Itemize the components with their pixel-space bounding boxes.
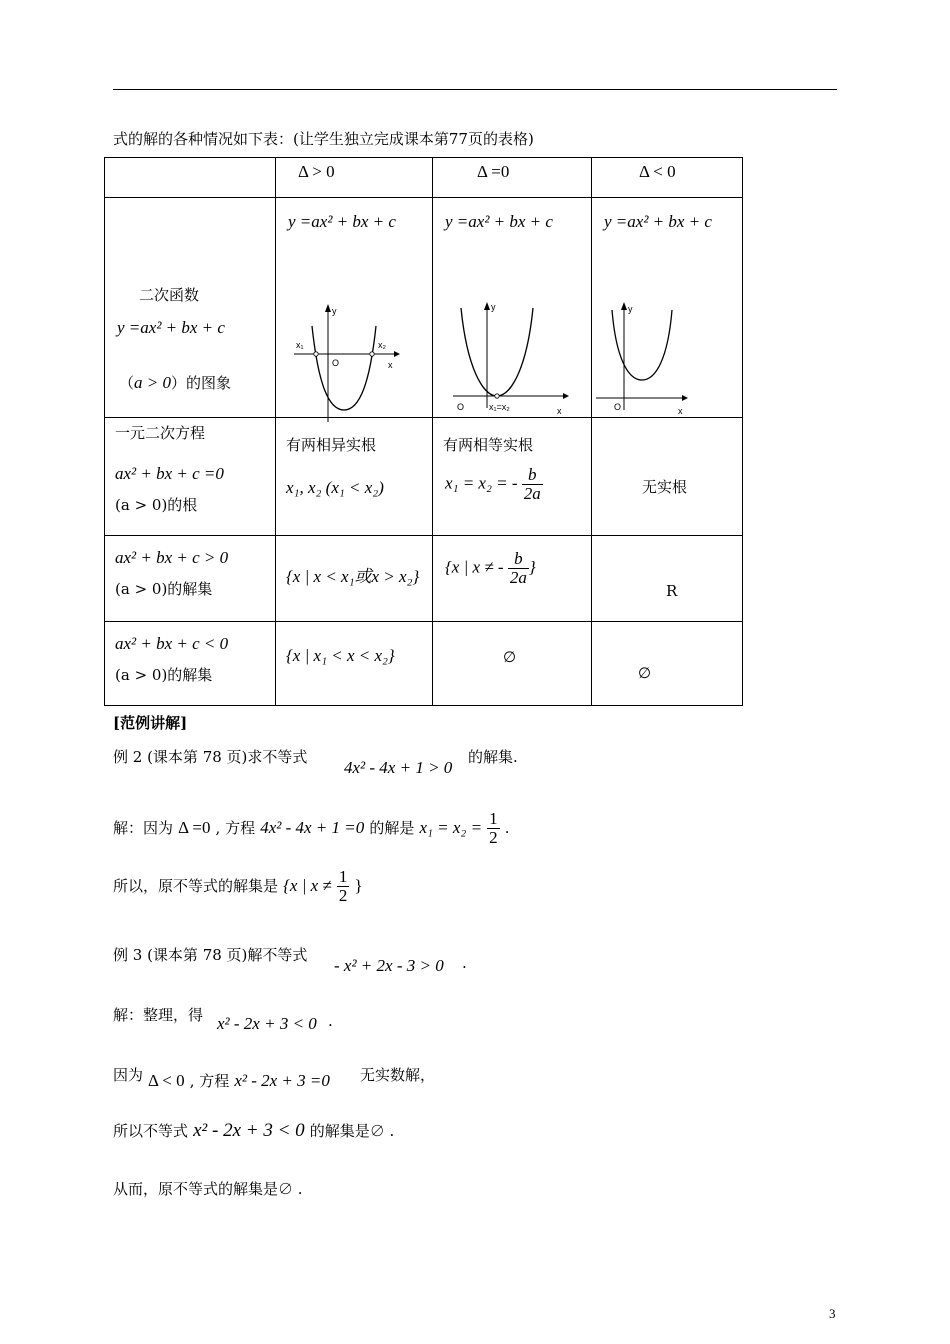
header-cell <box>592 158 743 198</box>
solution3-mid: , 方程 <box>189 1072 230 1090</box>
graph1-y-label: y <box>332 306 337 316</box>
example2-lead: 例 2 (课本第 78 页)求不等式 <box>113 748 308 766</box>
lt-solution-no-root: ∅ <box>638 664 652 682</box>
gt-set-lhs: {x | x ≠ - <box>445 557 504 577</box>
table-cell <box>592 536 743 622</box>
example3-tail: . <box>462 954 467 972</box>
lt-solution-two-roots: {x | x₁ < x < x₂} <box>286 646 395 665</box>
roots-equal-text: 有两相等实根 <box>443 436 534 454</box>
solution2-connector: 的解是 <box>369 818 415 837</box>
table-cell <box>592 418 743 536</box>
example3-inequality: - x² + 2x - 3 > 0 <box>334 956 444 975</box>
header-cell <box>433 158 592 198</box>
func-label-line3 <box>119 372 231 393</box>
header-delta-negative: Δ < 0 <box>639 162 676 181</box>
func-label-eq: y =ax² + bx + c <box>117 318 225 337</box>
solution2-roots: x₁ = x₂ = <box>419 817 483 837</box>
graph-cell <box>276 198 433 418</box>
header-rule <box>113 89 837 90</box>
graph2-root-label: x₁=x₂ <box>489 402 510 412</box>
root-label-line1: 一元二次方程 <box>115 424 206 442</box>
row-label-cell <box>105 198 276 418</box>
fraction-denominator: 2a <box>509 567 527 587</box>
graph3-x-label: x <box>678 406 683 416</box>
gt-label-line2: (a > 0)的解集 <box>115 580 213 598</box>
solution2-line <box>113 810 510 847</box>
solution3-step1-tail: . <box>328 1012 333 1030</box>
graph3-origin-label: O <box>614 402 622 412</box>
solution3-step3-inequality: x² - 2x + 3 < 0 <box>193 1120 305 1141</box>
graph-cell <box>433 198 592 418</box>
table-cell <box>592 622 743 706</box>
solution2-delta: Δ =0 <box>178 817 211 837</box>
graph1-x1-label: x₁ <box>296 340 304 350</box>
header-delta-zero: Δ =0 <box>477 162 510 181</box>
lt-label-line2: (a > 0)的解集 <box>115 666 213 684</box>
fraction-denominator: 2a <box>523 483 541 503</box>
roots-distinct-math: x₁, x₂ (x₁ < x₂) <box>286 478 384 497</box>
graph-two-roots <box>294 302 404 428</box>
solution3-step2-lead: 因为 <box>113 1066 144 1084</box>
header-cell <box>276 158 433 198</box>
solution3-step3-lead: 所以不等式 <box>113 1122 189 1140</box>
solution3-step1-lead: 解：整理，得 <box>113 1006 204 1024</box>
roots-equal-lhs: x₁ = x₂ = - <box>445 473 518 493</box>
graph2-eq: y =ax² + bx + c <box>445 212 553 231</box>
example2-tail: 的解集. <box>468 748 518 766</box>
table-header-row <box>105 158 743 198</box>
solution2-mid: , 方程 <box>215 818 256 837</box>
roots-equal-math <box>445 466 543 503</box>
solution3-step2-math <box>148 1070 330 1091</box>
solution3-equation: x² - 2x + 3 =0 <box>234 1071 330 1090</box>
root-label-line3: (a > 0)的根 <box>115 496 198 514</box>
graph-cell <box>592 198 743 418</box>
graph3-eq: y =ax² + bx + c <box>604 212 712 231</box>
solution2-result-lead: 所以，原不等式的解集是 <box>113 876 279 895</box>
example3-lead: 例 3 (课本第 78 页)解不等式 <box>113 946 308 964</box>
row-label-cell <box>105 418 276 536</box>
func-label-tail: ）的图象 <box>171 374 232 392</box>
example2-inequality: 4x² - 4x + 1 > 0 <box>344 758 453 777</box>
table-cell <box>276 622 433 706</box>
gt-label-eq: ax² + bx + c > 0 <box>115 548 229 567</box>
section-title: [范例讲解] <box>113 714 188 732</box>
graph-double-root <box>453 298 575 418</box>
gt-set-rhs: } <box>528 557 536 577</box>
solution3-conclusion: 从而，原不等式的解集是∅ . <box>113 1180 303 1198</box>
fraction-numerator: 1 <box>489 809 498 828</box>
table-row <box>105 418 743 536</box>
quadratic-summary-table <box>104 157 743 706</box>
gt-solution-double-root <box>445 550 536 587</box>
gt-solution-two-roots: {x | x < x₁或x > x₂} <box>286 567 420 586</box>
page-number: 3 <box>829 1306 836 1321</box>
fraction-denominator: 2 <box>489 827 498 847</box>
fraction-numerator: 1 <box>338 867 348 886</box>
fraction-numerator: b <box>508 550 529 569</box>
solution3-step1-inequality: x² - 2x + 3 < 0 <box>217 1014 317 1033</box>
row-label-cell <box>105 536 276 622</box>
table-row <box>105 622 743 706</box>
func-label-line1: 二次函数 <box>139 286 200 304</box>
graph2-x-label: x <box>557 406 562 416</box>
fraction-denominator: 2 <box>338 885 348 905</box>
table-cell <box>433 418 592 536</box>
solution3-delta: Δ < 0 <box>148 1071 185 1090</box>
solution3-step2-tail: 无实数解， <box>360 1066 436 1084</box>
func-label-paren: （ <box>119 374 135 392</box>
solution2-set-rhs: } <box>354 875 363 895</box>
lt-solution-double-root: ∅ <box>503 648 517 666</box>
row-label-cell <box>105 622 276 706</box>
intro-text: 式的解的各种情况如下表：(让学生独立完成课本第77页的表格) <box>113 130 534 148</box>
graph-no-root <box>596 298 706 418</box>
graph2-origin-label: O <box>457 402 465 412</box>
solution2-result <box>113 868 363 905</box>
solution2-set-fraction <box>337 868 350 905</box>
header-delta-positive: Δ > 0 <box>298 162 335 181</box>
graph3-y-label: y <box>628 304 633 314</box>
lt-label-eq: ax² + bx + c < 0 <box>115 634 229 653</box>
solution2-fraction <box>487 810 500 847</box>
root-label-eq: ax² + bx + c =0 <box>115 464 224 483</box>
func-label-cond: a > 0 <box>134 373 171 392</box>
solution2-set-lhs: {x | x ≠ <box>283 875 332 895</box>
no-real-roots-text: 无实根 <box>642 478 688 496</box>
solution2-lead: 解：因为 <box>113 818 174 837</box>
graph1-x-label: x <box>388 360 393 370</box>
solution3-step3 <box>113 1120 394 1142</box>
roots-distinct-text: 有两相异实根 <box>286 436 377 454</box>
table-cell <box>276 536 433 622</box>
graph1-x2-label: x₂ <box>378 340 386 350</box>
solution3-step3-tail: 的解集是∅ . <box>309 1122 395 1140</box>
fraction-numerator: b <box>522 466 543 485</box>
table-corner-cell <box>105 158 276 198</box>
solution2-equation: 4x² - 4x + 1 =0 <box>260 817 365 837</box>
table-row <box>105 198 743 418</box>
solution2-period: . <box>504 818 510 837</box>
table-cell <box>433 622 592 706</box>
gt-set-fraction <box>508 550 529 587</box>
roots-equal-fraction <box>522 466 543 503</box>
graph1-eq: y =ax² + bx + c <box>288 212 396 231</box>
table-cell <box>433 536 592 622</box>
table-cell <box>276 418 433 536</box>
graph1-origin-label: O <box>332 358 340 368</box>
gt-solution-no-root: R <box>666 582 678 600</box>
table-row <box>105 536 743 622</box>
graph2-y-label: y <box>491 302 496 312</box>
